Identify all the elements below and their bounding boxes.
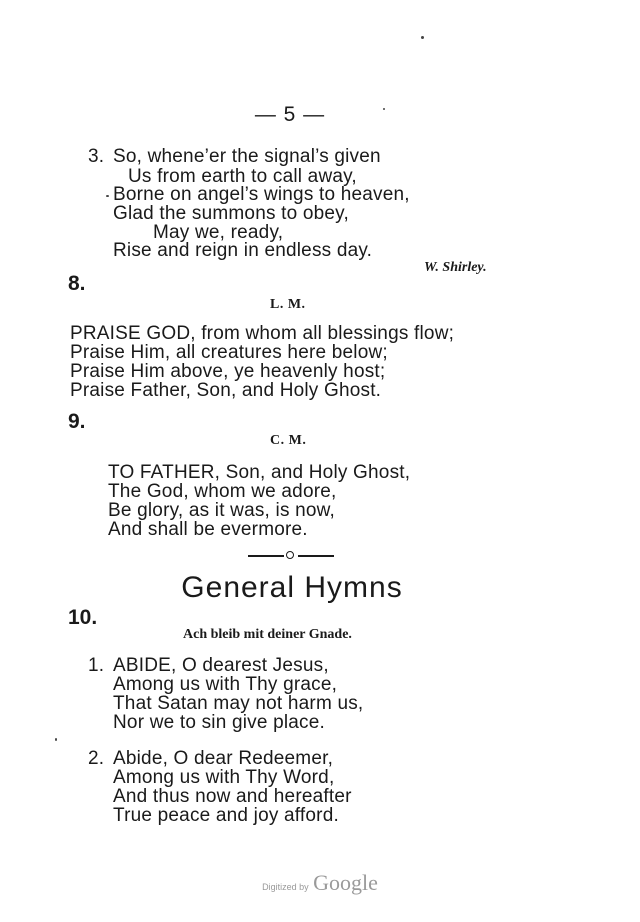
verse-line: Glad the summons to obey, bbox=[113, 203, 349, 224]
stanza-number: 3. bbox=[88, 146, 105, 167]
verse-line: ABIDE, O dearest Jesus, bbox=[113, 655, 329, 676]
verse-line: Praise Him, all creatures here below; bbox=[70, 342, 388, 363]
verse-line: Borne on angel’s wings to heaven, bbox=[113, 184, 410, 205]
verse-line: PRAISE GOD, from whom all blessings flow; bbox=[70, 323, 455, 344]
verse-line: Praise Him above, ye heavenly host; bbox=[70, 361, 386, 382]
verse-line: May we, ready, bbox=[153, 222, 284, 243]
section-title: General Hymns bbox=[181, 571, 403, 604]
hymn-number: 9. bbox=[68, 410, 86, 433]
verse-line: Abide, O dear Redeemer, bbox=[113, 748, 334, 769]
verse-line: Praise Father, Son, and Holy Ghost. bbox=[70, 380, 382, 401]
stanza-number: 2. bbox=[88, 748, 105, 769]
verse-line: Rise and reign in endless day. bbox=[113, 240, 373, 261]
digitized-watermark bbox=[0, 870, 640, 896]
section-divider bbox=[248, 547, 336, 563]
verse-line: Be glory, as it was, is now, bbox=[108, 500, 336, 521]
hymn-tune: Ach bleib mit deiner Gnade. bbox=[183, 627, 352, 642]
verse-line: That Satan may not harm us, bbox=[113, 693, 364, 714]
scan-speck bbox=[55, 738, 57, 741]
google-logo: Google bbox=[313, 870, 378, 895]
verse-line: Us from earth to call away, bbox=[128, 166, 357, 187]
verse-line: Among us with Thy grace, bbox=[113, 674, 338, 695]
scan-speck bbox=[383, 108, 385, 110]
hymn-meter: L. M. bbox=[270, 297, 306, 312]
verse-line: TO FATHER, Son, and Holy Ghost, bbox=[108, 462, 411, 483]
scan-speck bbox=[421, 36, 424, 39]
verse-line: True peace and joy afford. bbox=[113, 805, 339, 826]
page-number: — 5 — bbox=[254, 103, 326, 126]
hymn-meter: C. M. bbox=[270, 433, 307, 448]
hymn-author: W. Shirley. bbox=[424, 260, 487, 275]
scan-speck bbox=[106, 195, 109, 197]
hymn-number: 8. bbox=[68, 272, 86, 295]
hymn-number: 10. bbox=[68, 606, 98, 629]
verse-line: So, whene’er the signal’s given bbox=[113, 146, 381, 167]
verse-line: Nor we to sin give place. bbox=[113, 712, 325, 733]
stanza-number: 1. bbox=[88, 655, 105, 676]
verse-line: And shall be evermore. bbox=[108, 519, 308, 540]
verse-line: The God, whom we adore, bbox=[108, 481, 337, 502]
verse-line: Among us with Thy Word, bbox=[113, 767, 335, 788]
watermark-prefix: Digitized by bbox=[262, 882, 309, 892]
verse-line: And thus now and hereafter bbox=[113, 786, 352, 807]
